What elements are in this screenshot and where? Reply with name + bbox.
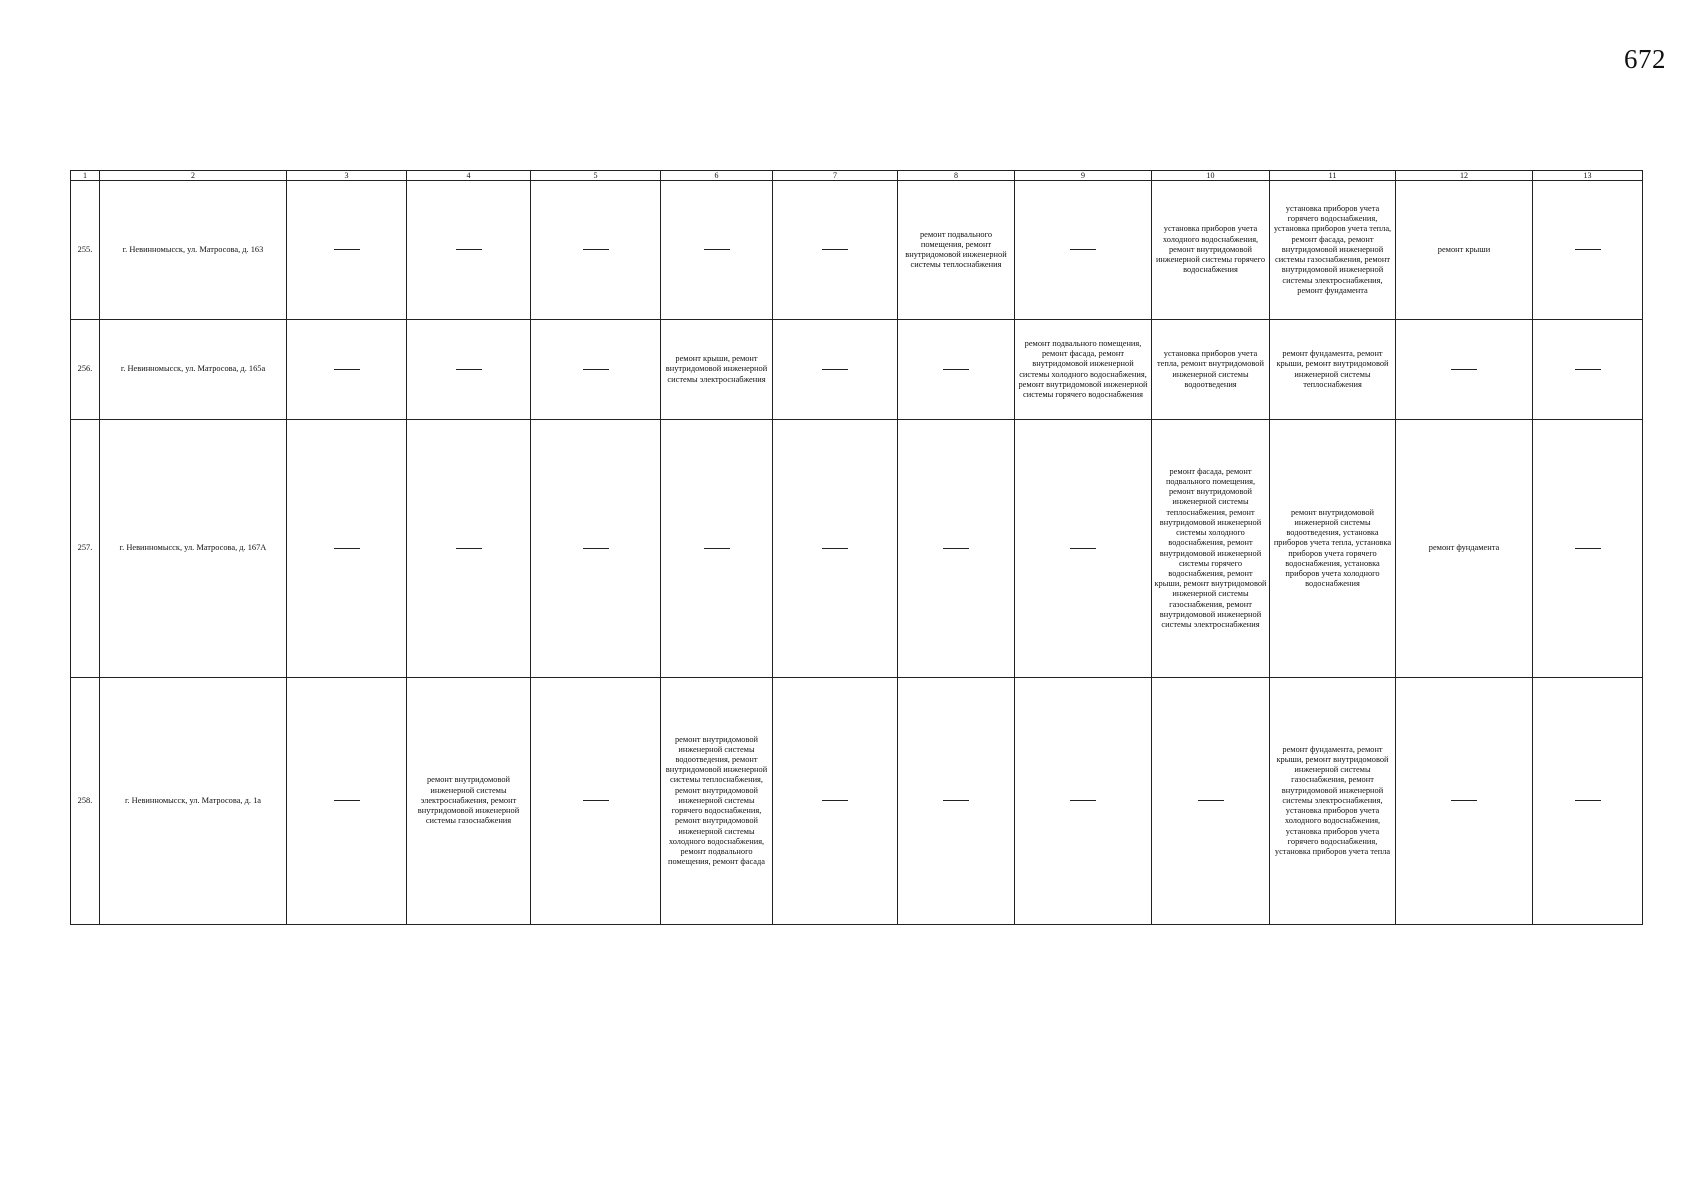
dash-mark bbox=[1575, 249, 1601, 250]
work-cell: установка приборов учета холодного водоснабжения, ремонт внутридомовой инженерной системы горячего водоснабжения bbox=[1152, 181, 1270, 320]
empty-cell bbox=[287, 320, 407, 420]
empty-cell bbox=[287, 420, 407, 678]
empty-cell bbox=[773, 181, 898, 320]
column-header: 3 bbox=[287, 171, 407, 181]
column-header: 2 bbox=[100, 171, 287, 181]
work-cell: ремонт внутридомовой инженерной системы электроснабжения, ремонт внутридомовой инженерной системы газоснабжения bbox=[407, 678, 531, 925]
dash-mark bbox=[1575, 369, 1601, 370]
work-cell: ремонт фасада, ремонт подвального помещения, ремонт внутридомовой инженерной системы теплоснабжения, ремонт внутридомовой инженерной системы холодного водоснабжения, ремонт внутридомовой инженерной системы горячего водоснабжения, ремонт крыши, ремонт внутридомовой инженерной системы газоснабжения, ремонт внутридомовой инженерной системы электроснабжения bbox=[1152, 420, 1270, 678]
empty-cell bbox=[407, 181, 531, 320]
row-address: г. Невинномысск, ул. Матросова, д. 167А bbox=[100, 420, 287, 678]
work-cell: установка приборов учета горячего водоснабжения, установка приборов учета тепла, ремонт фасада, ремонт внутридомовой инженерной системы газоснабжения, ремонт внутридомовой инженерной системы электроснабжения, ремонт фундамента bbox=[1270, 181, 1396, 320]
table-row bbox=[71, 678, 1643, 925]
column-header: 13 bbox=[1533, 171, 1643, 181]
empty-cell bbox=[1015, 420, 1152, 678]
empty-cell bbox=[773, 320, 898, 420]
empty-cell bbox=[898, 420, 1015, 678]
work-cell: ремонт крыши, ремонт внутридомовой инженерной системы электроснабжения bbox=[661, 320, 773, 420]
dash-mark bbox=[583, 249, 609, 250]
work-cell: ремонт фундамента, ремонт крыши, ремонт внутридомовой инженерной системы газоснабжения, ремонт внутридомовой инженерной системы электроснабжения, установка приборов учета холодного водоснабжения, установка приборов учета горячего водоснабжения, установка приборов учета тепла bbox=[1270, 678, 1396, 925]
row-number: 257. bbox=[71, 420, 100, 678]
empty-cell bbox=[661, 181, 773, 320]
empty-cell bbox=[407, 320, 531, 420]
empty-cell bbox=[1396, 678, 1533, 925]
page-number: 672 bbox=[1624, 44, 1666, 74]
dash-mark bbox=[822, 369, 848, 370]
row-number: 255. bbox=[71, 181, 100, 320]
dash-mark bbox=[583, 369, 609, 370]
work-cell: установка приборов учета тепла, ремонт внутридомовой инженерной системы водоотведения bbox=[1152, 320, 1270, 420]
dash-mark bbox=[456, 369, 482, 370]
row-number: 258. bbox=[71, 678, 100, 925]
dash-mark bbox=[822, 800, 848, 801]
column-header: 6 bbox=[661, 171, 773, 181]
column-header: 1 bbox=[71, 171, 100, 181]
dash-mark bbox=[583, 548, 609, 549]
empty-cell bbox=[407, 420, 531, 678]
table-row bbox=[71, 181, 1643, 320]
dash-mark bbox=[704, 249, 730, 250]
dash-mark bbox=[334, 548, 360, 549]
empty-cell bbox=[1015, 181, 1152, 320]
column-header: 11 bbox=[1270, 171, 1396, 181]
empty-cell bbox=[898, 320, 1015, 420]
empty-cell bbox=[1533, 320, 1643, 420]
dash-mark bbox=[1575, 548, 1601, 549]
empty-cell bbox=[661, 420, 773, 678]
row-address: г. Невинномысск, ул. Матросова, д. 1а bbox=[100, 678, 287, 925]
empty-cell bbox=[773, 678, 898, 925]
column-header: 4 bbox=[407, 171, 531, 181]
empty-cell bbox=[287, 181, 407, 320]
work-cell: ремонт фундамента bbox=[1396, 420, 1533, 678]
empty-cell bbox=[1533, 181, 1643, 320]
table-row bbox=[71, 320, 1643, 420]
table-row bbox=[71, 420, 1643, 678]
empty-cell bbox=[531, 320, 661, 420]
empty-cell bbox=[531, 420, 661, 678]
column-header: 12 bbox=[1396, 171, 1533, 181]
empty-cell bbox=[1015, 678, 1152, 925]
empty-cell bbox=[773, 420, 898, 678]
empty-cell bbox=[1152, 678, 1270, 925]
dash-mark bbox=[943, 369, 969, 370]
empty-cell bbox=[531, 181, 661, 320]
empty-cell bbox=[1533, 420, 1643, 678]
dash-mark bbox=[456, 249, 482, 250]
dash-mark bbox=[334, 800, 360, 801]
empty-cell bbox=[1533, 678, 1643, 925]
column-header: 7 bbox=[773, 171, 898, 181]
work-cell: ремонт подвального помещения, ремонт внутридомовой инженерной системы теплоснабжения bbox=[898, 181, 1015, 320]
empty-cell bbox=[531, 678, 661, 925]
row-address: г. Невинномысск, ул. Матросова, д. 165а bbox=[100, 320, 287, 420]
column-header: 9 bbox=[1015, 171, 1152, 181]
work-cell: ремонт подвального помещения, ремонт фасада, ремонт внутридомовой инженерной системы холодного водоснабжения, ремонт внутридомовой инженерной системы горячего водоснабжения bbox=[1015, 320, 1152, 420]
row-address: г. Невинномысск, ул. Матросова, д. 163 bbox=[100, 181, 287, 320]
empty-cell bbox=[287, 678, 407, 925]
dash-mark bbox=[1575, 800, 1601, 801]
dash-mark bbox=[334, 249, 360, 250]
work-cell: ремонт внутридомовой инженерной системы водоотведения, ремонт внутридомовой инженерной системы теплоснабжения, ремонт внутридомовой инженерной системы горячего водоснабжения, ремонт внутридомовой инженерной системы холодного водоснабжения, ремонт подвального помещения, ремонт фасада bbox=[661, 678, 773, 925]
dash-mark bbox=[704, 548, 730, 549]
empty-cell bbox=[1396, 320, 1533, 420]
dash-mark bbox=[334, 369, 360, 370]
column-number-header bbox=[71, 171, 1643, 181]
column-header: 10 bbox=[1152, 171, 1270, 181]
work-cell: ремонт внутридомовой инженерной системы водоотведения, установка приборов учета тепла, установка приборов учета горячего водоснабжения, установка приборов учета холодного водоснабжения bbox=[1270, 420, 1396, 678]
row-number: 256. bbox=[71, 320, 100, 420]
dash-mark bbox=[943, 800, 969, 801]
column-header: 5 bbox=[531, 171, 661, 181]
dash-mark bbox=[1070, 800, 1096, 801]
dash-mark bbox=[1198, 800, 1224, 801]
repair-schedule-table bbox=[70, 170, 1643, 925]
dash-mark bbox=[1451, 369, 1477, 370]
dash-mark bbox=[1451, 800, 1477, 801]
dash-mark bbox=[943, 548, 969, 549]
empty-cell bbox=[898, 678, 1015, 925]
dash-mark bbox=[1070, 548, 1096, 549]
dash-mark bbox=[822, 249, 848, 250]
dash-mark bbox=[583, 800, 609, 801]
column-header: 8 bbox=[898, 171, 1015, 181]
work-cell: ремонт крыши bbox=[1396, 181, 1533, 320]
work-cell: ремонт фундамента, ремонт крыши, ремонт внутридомовой инженерной системы теплоснабжения bbox=[1270, 320, 1396, 420]
dash-mark bbox=[456, 548, 482, 549]
dash-mark bbox=[822, 548, 848, 549]
dash-mark bbox=[1070, 249, 1096, 250]
